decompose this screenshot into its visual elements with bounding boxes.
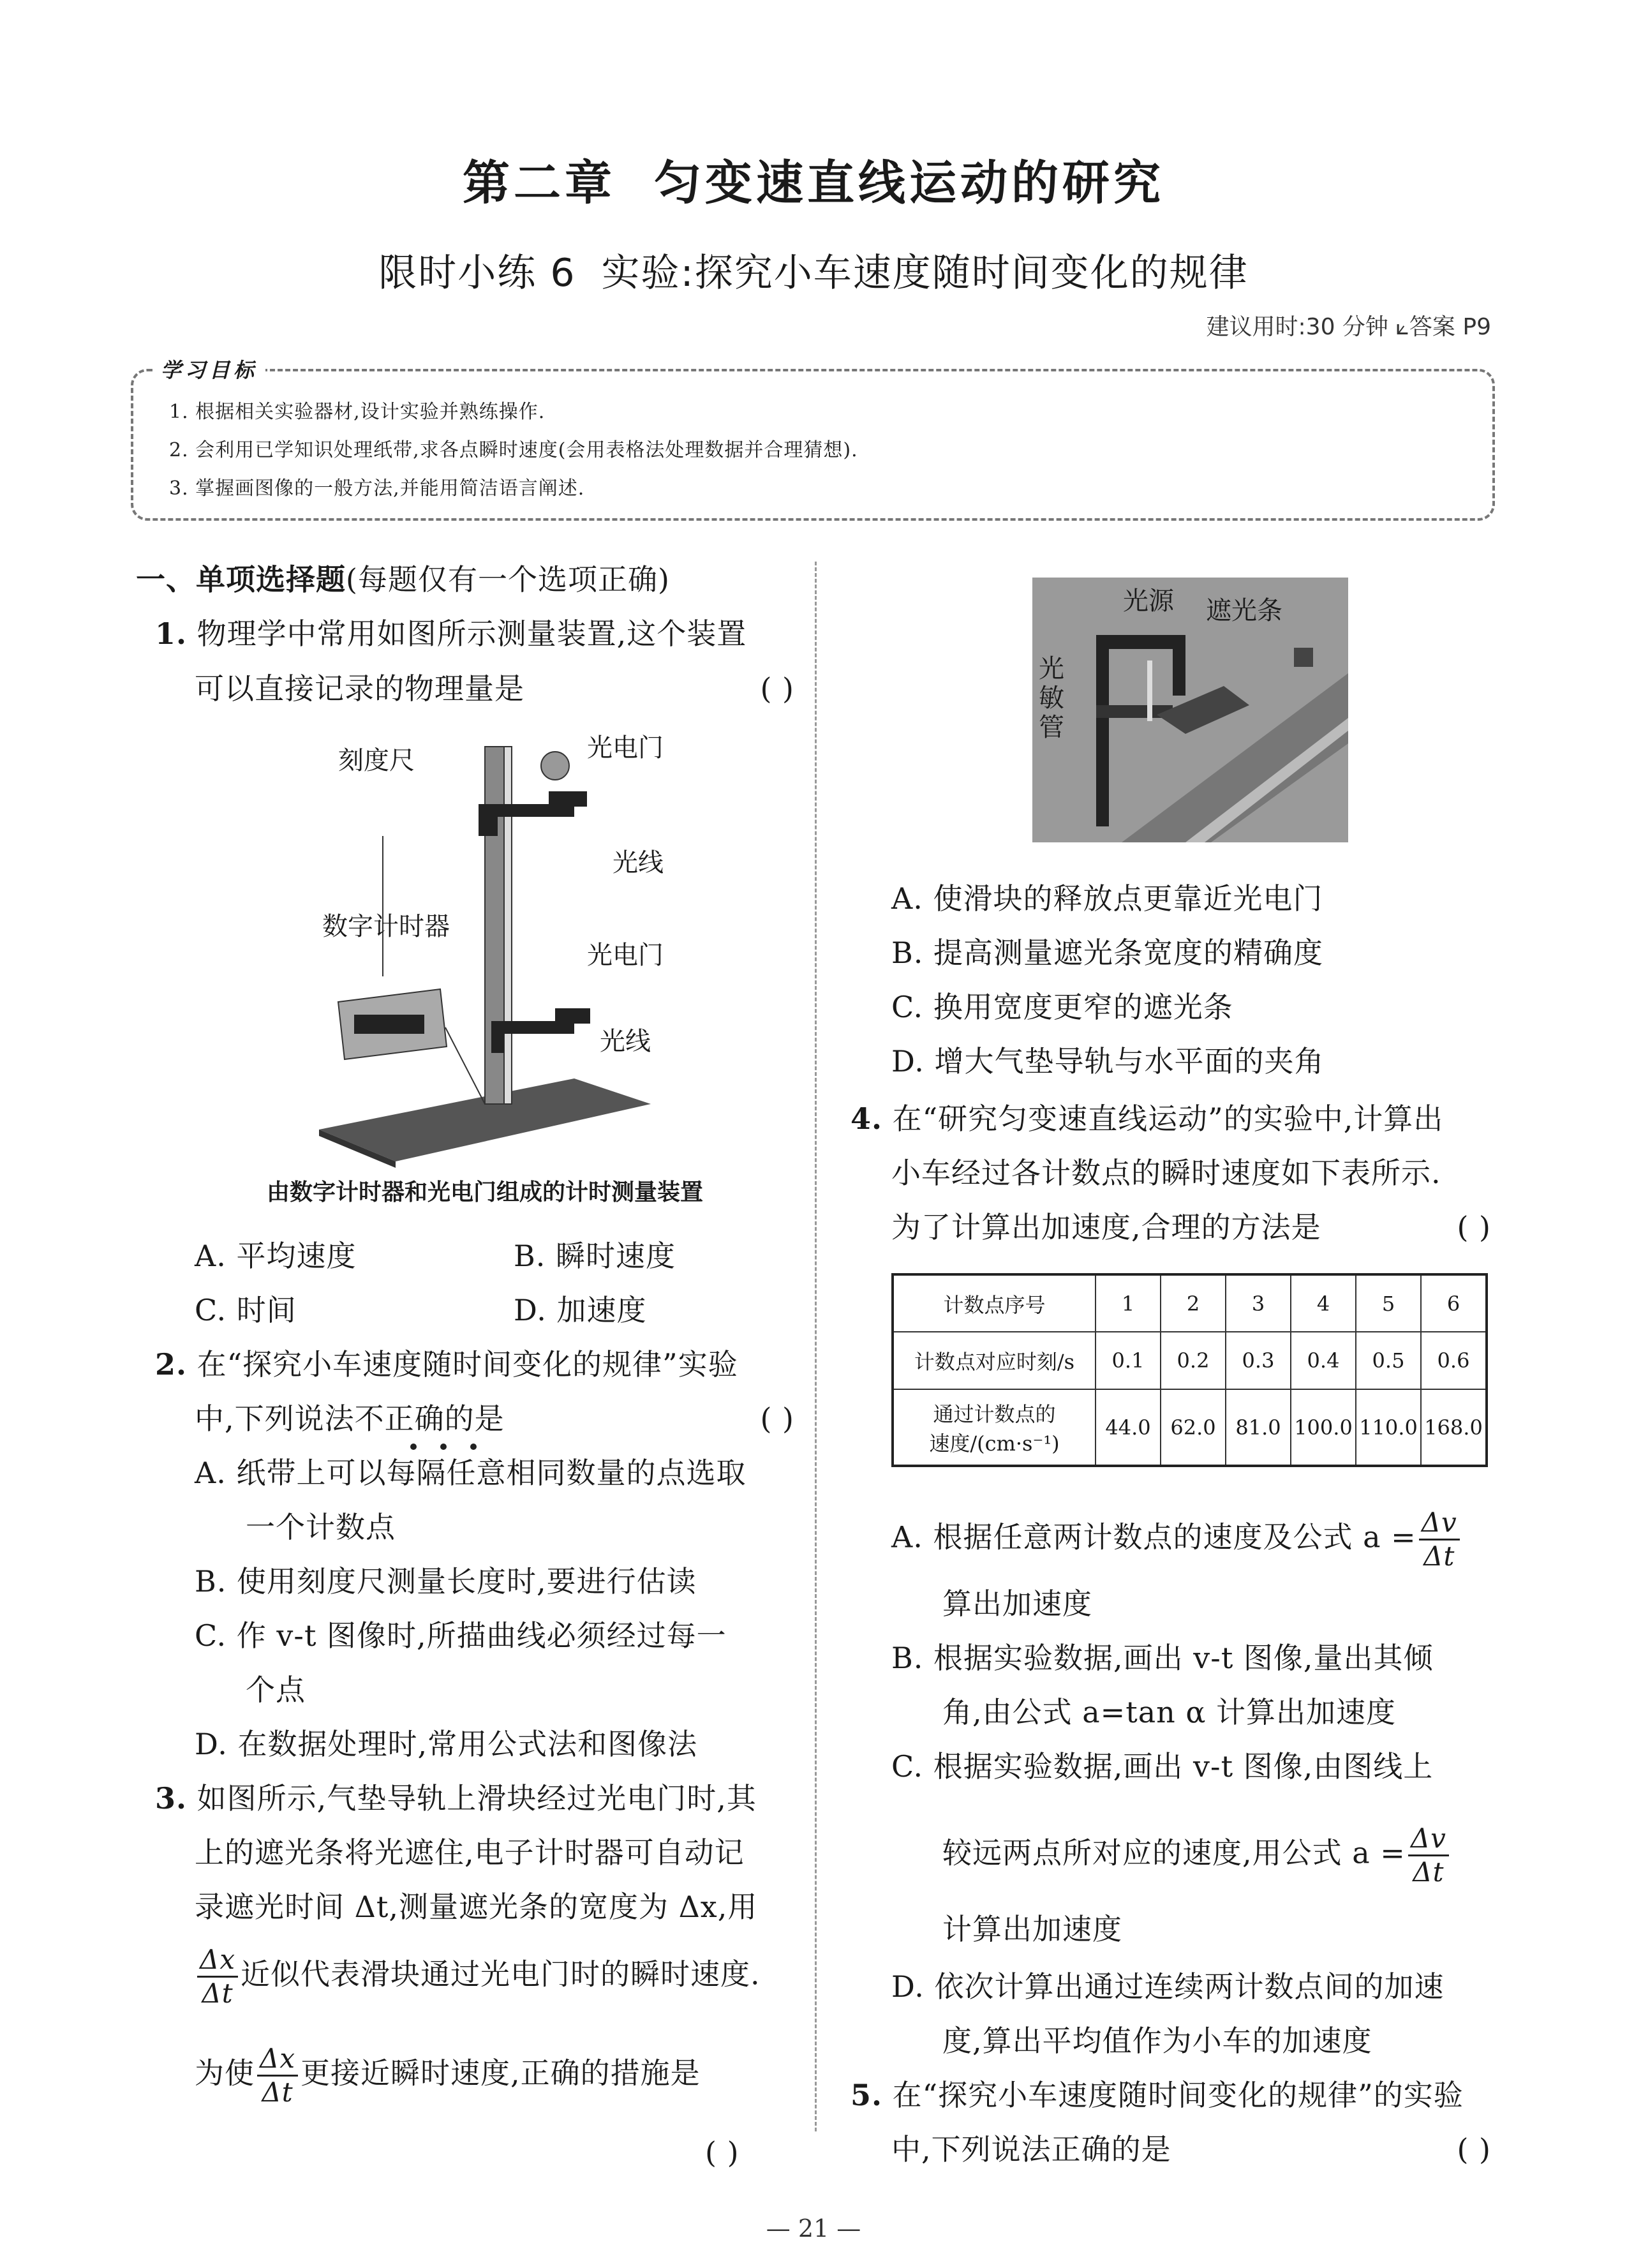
option-a-cont: 算出加速度 xyxy=(942,1586,1092,1621)
option-a[interactable]: A. 平均速度 xyxy=(195,1239,357,1273)
question-5: 5. 在“探究小车速度随时间变化的规律”的实验 xyxy=(851,2078,1464,2112)
answer-parentheses[interactable]: ( ) xyxy=(705,2135,739,2170)
table-cell: 81.0 xyxy=(1226,1389,1291,1466)
option-c[interactable]: C. 时间 xyxy=(195,1293,297,1327)
answer-parentheses[interactable]: ( ) xyxy=(760,671,794,706)
option-b[interactable]: B. 瞬时速度 xyxy=(514,1239,676,1273)
light-blocking-strip xyxy=(1147,660,1152,721)
table-cell: 5 xyxy=(1356,1274,1421,1332)
table-row xyxy=(893,1332,1487,1389)
fraction-dx-dt: $\frac{\Delta x}{\Delta t}$ xyxy=(197,1946,238,2007)
column-divider xyxy=(815,562,817,2131)
learning-goals-title: 学习目标 xyxy=(153,354,265,384)
option-d[interactable]: D. 在数据处理时,常用公式法和图像法 xyxy=(195,1727,698,1761)
question-1: 1. 物理学中常用如图所示测量装置,这个装置 xyxy=(155,616,747,651)
question-2-line2: 中,下列说法不正确的是 ( ) xyxy=(195,1391,794,1446)
table-cell: 3 xyxy=(1226,1274,1291,1332)
option-d[interactable]: D. 增大气垫导轨与水平面的夹角 xyxy=(891,1044,1325,1078)
label-light-source: 光源 xyxy=(1123,586,1174,616)
option-d-cont: 度,算出平均值作为小车的加速度 xyxy=(942,2024,1372,2058)
photogate-bottom xyxy=(491,1021,574,1053)
goal-item: 2. 会利用已学知识处理纸带,求各点瞬时速度(会用表格法处理数据并合理猜想). xyxy=(169,439,858,461)
goal-item: 1. 根据相关实验器材,设计实验并熟练操作. xyxy=(169,401,546,423)
label-photosensitive-tube: 光敏管 xyxy=(1039,654,1064,742)
question-5-line2: 中,下列说法正确的是 ( ) xyxy=(891,2122,1491,2177)
option-c[interactable]: C. 作 v-t 图像时,所描曲线必须经过每一 xyxy=(195,1618,727,1653)
answer-parentheses[interactable]: ( ) xyxy=(1457,2132,1491,2167)
question-4-line3: 为了计算出加速度,合理的方法是 ( ) xyxy=(891,1200,1491,1255)
air-track-photo xyxy=(1032,578,1348,842)
table-row xyxy=(893,1274,1487,1332)
question-3-line5: 为使 $\frac{\Delta x}{\Delta t}$ 更接近瞬时速度,正确的措施是 xyxy=(195,2043,701,2108)
question-1-line2: 可以直接记录的物理量是 ( ) xyxy=(195,661,794,716)
label-photogate-bottom: 光电门 xyxy=(587,941,664,970)
option-b[interactable]: B. 根据实验数据,画出 v-t 图像,量出其倾 xyxy=(891,1641,1434,1675)
label-blocking-strip: 遮光条 xyxy=(1206,596,1282,625)
question-4: 4. 在“研究匀变速直线运动”的实验中,计算出 xyxy=(851,1101,1444,1136)
option-d[interactable]: D. 加速度 xyxy=(514,1293,647,1327)
option-c[interactable]: C. 根据实验数据,画出 v-t 图像,由图线上 xyxy=(891,1749,1434,1784)
question-3-line4: $\frac{\Delta x}{\Delta t}$ 近似代表滑块通过光电门时的瞬时速度. xyxy=(195,1946,761,2007)
question-4-line2: 小车经过各计数点的瞬时速度如下表所示. xyxy=(891,1156,1441,1190)
ball xyxy=(541,752,569,780)
goal-item: 3. 掌握画图像的一般方法,并能用简洁语言阐述. xyxy=(169,477,585,500)
table-cell: 0.4 xyxy=(1291,1332,1356,1389)
option-b[interactable]: B. 使用刻度尺测量长度时,要进行估读 xyxy=(195,1564,697,1599)
option-c-cont: 个点 xyxy=(246,1673,306,1707)
velocity-data-table xyxy=(891,1273,1488,1467)
question-3-line2: 上的遮光条将光遮住,电子计时器可自动记 xyxy=(195,1835,745,1870)
table-cell: 44.0 xyxy=(1096,1389,1161,1466)
label-light-ray-bottom: 光线 xyxy=(600,1027,651,1056)
table-cell: 4 xyxy=(1291,1274,1356,1332)
table-cell: 110.0 xyxy=(1356,1389,1421,1466)
photogate-top xyxy=(479,804,574,836)
table-cell: 1 xyxy=(1096,1274,1161,1332)
table-cell: 0.6 xyxy=(1421,1332,1487,1389)
option-c-cont: 较远两点所对应的速度,用公式 a = $\frac{\Delta v}{\Delta t}$ xyxy=(942,1825,1452,1886)
option-b[interactable]: B. 提高测量遮光条宽度的精确度 xyxy=(891,936,1324,970)
table-cell: 0.3 xyxy=(1226,1332,1291,1389)
answer-parentheses[interactable]: ( ) xyxy=(1457,1210,1491,1244)
table-header-cell: 计数点序号 xyxy=(893,1274,1096,1332)
table-row xyxy=(893,1389,1487,1466)
option-c-cont: 计算出加速度 xyxy=(942,1912,1122,1946)
answer-parentheses[interactable]: ( ) xyxy=(760,1401,794,1436)
table-cell: 100.0 xyxy=(1291,1389,1356,1466)
fraction-dv-dt: $\frac{\Delta v}{\Delta t}$ xyxy=(1408,1825,1449,1886)
chapter-number: 第二章 xyxy=(463,156,616,211)
table-cell: 168.0 xyxy=(1421,1389,1487,1466)
time-answer-meta: 建议用时:30 分钟 ⟀答案 P9 xyxy=(1206,314,1491,340)
label-ruler: 刻度尺 xyxy=(338,746,415,775)
chapter-title: 匀变速直线运动的研究 xyxy=(654,156,1164,211)
label-digital-timer: 数字计时器 xyxy=(322,912,450,941)
figure-caption: 由数字计时器和光电门组成的计时测量装置 xyxy=(266,1179,703,1205)
table-cell: 0.5 xyxy=(1356,1332,1421,1389)
label-light-ray-top: 光线 xyxy=(613,848,664,877)
page-number: — 21 — xyxy=(766,2214,861,2242)
chapter-heading xyxy=(0,145,1627,213)
gate-post xyxy=(1096,635,1109,826)
table-cell: 6 xyxy=(1421,1274,1487,1332)
option-a[interactable]: A. 使滑块的释放点更靠近光电门 xyxy=(891,881,1323,916)
fraction-dv-dt: $\frac{\Delta v}{\Delta t}$ xyxy=(1419,1509,1460,1570)
question-3: 3. 如图所示,气垫导轨上滑块经过光电门时,其 xyxy=(155,1781,757,1816)
option-d[interactable]: D. 依次计算出通过连续两计数点间的加速 xyxy=(891,1969,1445,2004)
option-b-cont: 角,由公式 a=tan α 计算出加速度 xyxy=(942,1695,1397,1729)
option-c[interactable]: C. 换用宽度更窄的遮光条 xyxy=(891,990,1233,1024)
option-a-cont: 一个计数点 xyxy=(246,1510,396,1544)
label-photogate-top: 光电门 xyxy=(587,733,664,763)
table-header-cell: 通过计数点的 速度/(cm·s⁻¹) xyxy=(893,1389,1096,1466)
question-2: 2. 在“探究小车速度随时间变化的规律”实验 xyxy=(155,1347,738,1382)
exercise-heading xyxy=(0,242,1627,297)
option-a[interactable]: A. 根据任意两计数点的速度及公式 a = $\frac{\Delta v}{\Delta t}$ xyxy=(891,1509,1462,1570)
table-cell: 2 xyxy=(1161,1274,1226,1332)
option-a[interactable]: A. 纸带上可以每隔任意相同数量的点选取 xyxy=(195,1456,747,1490)
table-cell: 0.2 xyxy=(1161,1332,1226,1389)
section-heading: 一、单项选择题(每题仅有一个选项正确) xyxy=(136,562,670,597)
table-header-cell: 计数点对应时刻/s xyxy=(893,1332,1096,1389)
fraction-dx-dt: $\frac{\Delta x}{\Delta t}$ xyxy=(257,2045,298,2106)
ruler xyxy=(504,747,512,1104)
table-cell: 0.1 xyxy=(1096,1332,1161,1389)
exercise-number: 限时小练 6 xyxy=(378,251,576,295)
exercise-title: 实验:探究小车速度随时间变化的规律 xyxy=(601,251,1249,295)
question-3-line3: 录遮光时间 Δt,测量遮光条的宽度为 Δx,用 xyxy=(195,1890,758,1924)
table-cell: 62.0 xyxy=(1161,1389,1226,1466)
